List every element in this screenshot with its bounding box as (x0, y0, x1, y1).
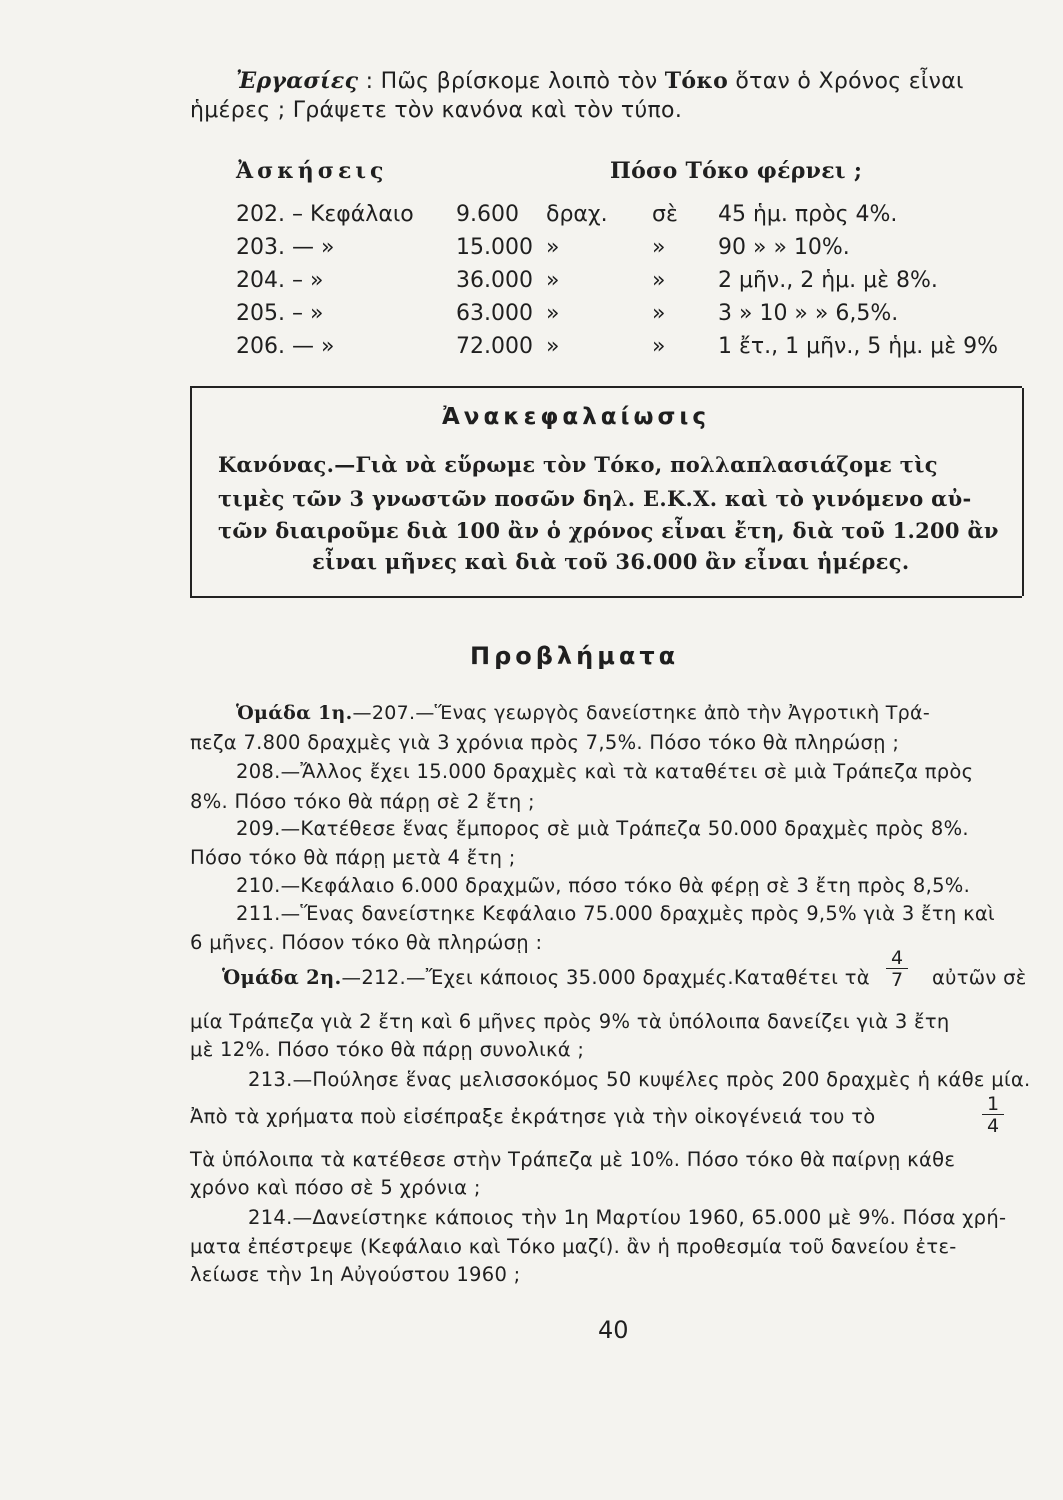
fraction-denominator: 4 (986, 1115, 1000, 1137)
problem-213-line-1: 213.—Πούλησε ἕνας μελισσοκόμος 50 κυψέλες πρὸς 200 δραχμὲς ἡ κάθε μία. (248, 1068, 1031, 1091)
summary-rule-line-1: Κανόνας.—Γιὰ νὰ εὕρωμε τὸν Τόκο, πολλαπλασιάζομε τὶς (218, 452, 938, 477)
problem-211-line-1: 211.—Ἕνας δανείστηκε Κεφάλαιο 75.000 δραχμὲς πρὸς 9,5% γιὰ 3 ἔτη καὶ (236, 902, 995, 925)
problem-214-line-2: ματα ἐπέστρεψε (Κεφάλαιο καὶ Τόκο μαζί). ἂν ἡ προθεσμία τοῦ δανείου ἐτε- (190, 1235, 957, 1258)
intro-label: Ἐργασίες (236, 68, 359, 94)
problem-text: —207.—Ἕνας γεωργὸς δανείστηκε ἀπὸ τὴν Ἀγροτικὴ Τρά- (352, 702, 931, 724)
row-time: 3 » 10 » » 6,5%. (718, 301, 899, 326)
problems-heading: Προβλήματα (470, 642, 680, 670)
page-number: 40 (598, 1316, 629, 1344)
row-time: 1 ἔτ., 1 μῆν., 5 ἡμ. μὲ 9% (718, 334, 999, 359)
problem-212-line-1 (222, 966, 870, 989)
exercises-heading: Ἀσκήσεις (236, 158, 388, 184)
problem-213-line-3: Τὰ ὑπόλοιπα τὰ κατέθεσε στὴν Τράπεζα μὲ 10%. Πόσο τόκο θὰ παίρνῃ κάθε (190, 1148, 956, 1171)
problem-211-line-2: 6 μῆνες. Πόσον τόκο θὰ πληρώσῃ : (190, 931, 543, 954)
fraction-one-quarter (982, 1094, 1004, 1137)
intro-line-2: ἡμέρες ; Γράψετε τὸν κανόνα καὶ τὸν τύπο. (190, 98, 683, 123)
fraction-four-sevenths (886, 948, 908, 991)
problem-209-line-2: Πόσο τόκο θὰ πάρῃ μετὰ 4 ἔτη ; (190, 846, 516, 869)
row-amount: 36.000 (456, 268, 533, 293)
row-prep: » (652, 334, 666, 359)
row-prep: σὲ (652, 202, 678, 227)
row-time: 2 μῆν., 2 ἡμ. μὲ 8%. (718, 268, 938, 293)
row-prep: » (652, 235, 666, 260)
summary-bottom-rule (190, 596, 1022, 598)
problem-207-line-1 (236, 702, 930, 724)
problem-212-line-1-end: αὐτῶν σὲ (932, 966, 1027, 989)
problem-213-line-4: χρόνο καὶ πόσο σὲ 5 χρόνια ; (190, 1176, 481, 1199)
row-amount: 72.000 (456, 334, 533, 359)
problem-212-line-2: μία Τράπεζα γιὰ 2 ἔτη καὶ 6 μῆνες πρὸς 9% τὰ ὑπόλοιπα δανείζει γιὰ 3 ἔτη (190, 1010, 950, 1033)
row-unit: » (546, 235, 560, 260)
fraction-numerator: 4 (886, 948, 908, 969)
row-number: 202. – Κεφάλαιο (236, 202, 414, 227)
row-unit: » (546, 301, 560, 326)
summary-title: Ἀνακεφαλαίωσις (442, 404, 711, 430)
intro-text: : Πῶς βρίσκομε λοιπὸ τὸν (365, 69, 658, 94)
row-number: 204. – » (236, 268, 324, 293)
problem-209-line-1: 209.—Κατέθεσε ἕνας ἔμπορος σὲ μιὰ Τράπεζα 50.000 δραχμὲς πρὸς 8%. (236, 817, 969, 840)
problem-212-line-3: μὲ 12%. Πόσο τόκο θὰ πάρῃ συνολικά ; (190, 1038, 585, 1061)
fraction-denominator: 7 (890, 969, 904, 991)
intro-line-1 (236, 68, 964, 94)
problem-213-line-2: Ἀπὸ τὰ χρήματα ποὺ εἰσέπραξε ἐκράτησε γιὰ τὴν οἰκογένειά του τὸ (190, 1105, 876, 1128)
summary-rule-line-2: τιμὲς τῶν 3 γνωστῶν ποσῶν δηλ. Ε.Κ.Χ. καὶ τὸ γινόμενο αὐ- (218, 486, 972, 511)
intro-keyword: Τόκο (664, 68, 729, 94)
problem-214-line-3: λείωσε τὴν 1η Αὐγούστου 1960 ; (190, 1263, 521, 1286)
row-prep: » (652, 301, 666, 326)
row-unit: » (546, 268, 560, 293)
row-number: 206. — » (236, 334, 335, 359)
problem-207-line-2: πεζα 7.800 δραχμὲς γιὰ 3 χρόνια πρὸς 7,5%. Πόσο τόκο θὰ πληρώσῃ ; (190, 731, 900, 754)
row-amount: 9.600 (456, 202, 519, 227)
row-amount: 15.000 (456, 235, 533, 260)
problem-214-line-1: 214.—Δανείστηκε κάποιος τὴν 1η Μαρτίου 1960, 65.000 μὲ 9%. Πόσα χρή- (248, 1206, 1007, 1229)
row-number: 205. – » (236, 301, 324, 326)
row-number: 203. — » (236, 235, 335, 260)
row-prep: » (652, 268, 666, 293)
summary-rule-line-3: τῶν διαιροῦμε διὰ 100 ἂν ὁ χρόνος εἶναι ἔτη, διὰ τοῦ 1.200 ἂν (218, 518, 999, 543)
group-1-label: Ὁμάδα 1η. (236, 702, 353, 724)
exercises-question: Πόσο Τόκο φέρνει ; (610, 158, 863, 184)
row-time: 90 » » 10%. (718, 235, 850, 260)
intro-text-end: ὅταν ὁ Χρόνος εἶναι (735, 69, 964, 94)
row-time: 45 ἡμ. πρὸς 4%. (718, 202, 898, 227)
summary-rule-line-4: εἶναι μῆνες καὶ διὰ τοῦ 36.000 ἂν εἶναι ἡμέρες. (312, 549, 910, 574)
problem-text: —212.—Ἔχει κάποιος 35.000 δραχμές.Καταθέτει τὰ (341, 966, 870, 989)
fraction-numerator: 1 (982, 1094, 1004, 1115)
problem-210: 210.—Κεφάλαιο 6.000 δραχμῶν, πόσο τόκο θὰ φέρῃ σὲ 3 ἔτη πρὸς 8,5%. (236, 874, 971, 897)
group-2-label: Ὁμάδα 2η. (222, 966, 342, 989)
row-unit: » (546, 334, 560, 359)
row-unit: δραχ. (546, 202, 608, 227)
problem-208-line-1: 208.—Ἄλλος ἔχει 15.000 δραχμὲς καὶ τὰ καταθέτει σὲ μιὰ Τράπεζα πρὸς (236, 760, 974, 783)
row-amount: 63.000 (456, 301, 533, 326)
problem-208-line-2: 8%. Πόσο τόκο θὰ πάρῃ σὲ 2 ἔτη ; (190, 790, 535, 813)
